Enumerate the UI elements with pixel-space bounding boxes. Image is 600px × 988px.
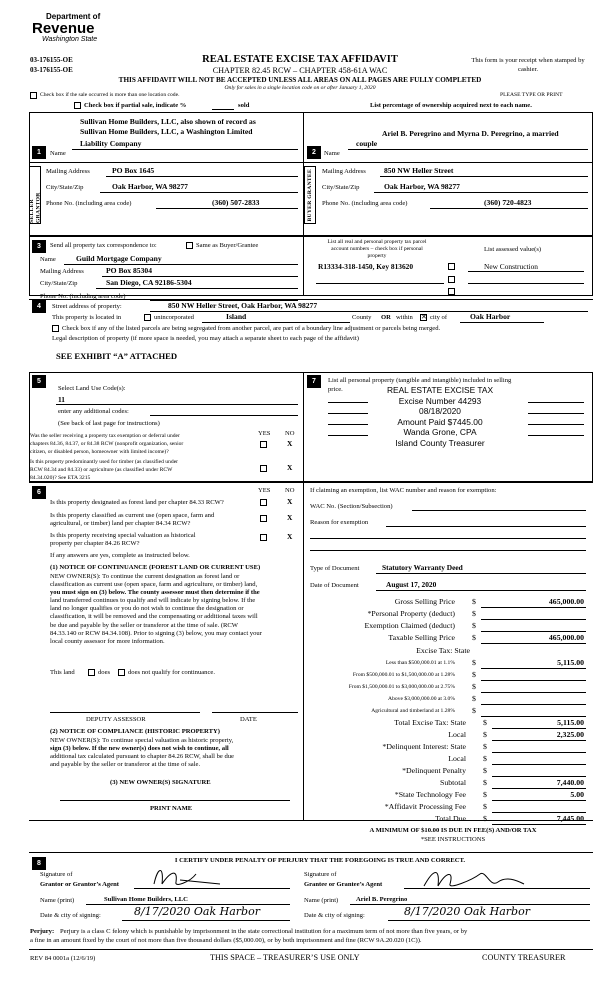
historic-no-mark[interactable]: X <box>287 532 293 541</box>
current-use-yes-checkbox[interactable] <box>260 515 267 522</box>
seller-name-label: Name <box>50 150 66 157</box>
parcel-personal-checkbox-1[interactable] <box>448 263 455 270</box>
bracket-1-value[interactable]: 5,115.00 <box>557 658 584 667</box>
buyer-name-line-1: Ariel B. Peregrino and Myrna D. Peregrino, a married <box>382 129 559 138</box>
stamp-line-5: Wanda Grone, CPA <box>403 427 477 437</box>
parcel-header-line-2: account numbers – check box if personal <box>331 246 423 252</box>
delinquent-interest-state-currency: $ <box>483 742 487 751</box>
total-due-currency: $ <box>483 814 487 823</box>
state-technology-fee-label: *State Technology Fee <box>394 790 466 799</box>
bracket-2-currency: $ <box>472 670 476 679</box>
or-label: OR <box>381 314 391 321</box>
affidavit-number-1: 03-176155-OE <box>30 56 73 64</box>
wac-label: WAC No. (Section/Subsection) <box>310 503 393 510</box>
buyer-name-line-2: couple <box>356 139 378 148</box>
total-due-value[interactable]: 7,445.00 <box>556 814 584 823</box>
total-excise-state-currency: $ <box>483 718 487 727</box>
bracket-4-label: Above $3,000,000.00 at 3.0% <box>388 696 455 702</box>
notice-continuance-text: NEW OWNER(S): To continue the current designation as forest land or classification as current use (open space, farm and agriculture, or timber) land, you must sign on (3) below. The county assessor must then determine if the land transferred continues to qualify and will indicate by signing below. If the land no longer qualifies or you do not wish to continue the designation or classification, it will be removed and the compensating or additional taxes will be due and payable by the seller or transferor at the time of sale. (RCW 84.33.140 or RCW 84.34.108). Prior to signing (3) below, you may contact your local county assessor for more information. <box>50 573 262 645</box>
exemption-yes-checkbox[interactable] <box>260 441 267 448</box>
correspondence-phone-label: Phone No. (including area code) <box>40 293 126 300</box>
seller-city-value[interactable]: Oak Harbor, WA 98277 <box>112 182 188 191</box>
this-land-label: This land <box>50 669 75 676</box>
only-for-sales-note: Only for sales in a single location code on or after January 1, 2020 <box>224 85 376 91</box>
form-subtitle: CHAPTER 82.45 RCW – CHAPTER 458-61A WAC <box>212 66 388 75</box>
reason-field[interactable] <box>386 526 586 527</box>
same-as-buyer-checkbox[interactable] <box>186 242 193 249</box>
bracket-4-currency: $ <box>472 694 476 703</box>
within-city-checkbox[interactable] <box>420 314 427 321</box>
notice-compliance-text: NEW OWNER(S): To continue special valuation as historic property, sign (3) below. If the new owner(s) does not wish to continue, all additional tax calculated pursuant to chapter 84.26 RCW, shall be due and payable by the seller or transferor at the time of sale. <box>50 737 234 769</box>
grantee-agent-label: Grantee or Grantee’s Agent <box>304 881 383 888</box>
delinquent-penalty-label: *Delinquent Penalty <box>402 766 466 775</box>
total-due-label: Total Due <box>435 814 466 823</box>
personal-property-label: List all personal property (tangible and intangible) included in selling price. <box>328 377 512 393</box>
parcel-personal-checkbox-2[interactable] <box>448 276 455 283</box>
partial-sale-checkbox[interactable] <box>74 102 81 109</box>
bracket-5-currency: $ <box>472 706 476 715</box>
buyer-side-text: BUYER GRANTEE <box>306 168 313 222</box>
total-excise-state-value[interactable]: 5,115.00 <box>557 718 584 727</box>
bracket-3-label: From $1,500,000.01 to $3,000,000.00 at 2.75% <box>348 684 455 690</box>
document-date-label: Date of Document <box>310 582 359 589</box>
section-3-tab: 3 <box>32 240 46 253</box>
please-type-note: PLEASE TYPE OR PRINT <box>500 92 563 98</box>
segregation-checkbox[interactable] <box>52 325 59 332</box>
street-address-label: Street address of property: <box>52 303 122 310</box>
grantor-signature <box>150 862 230 892</box>
forest-no-header: NO <box>285 487 295 494</box>
does-not-qualify-checkbox[interactable] <box>118 669 125 676</box>
seller-mailing-value[interactable]: PO Box 1645 <box>112 166 155 175</box>
exemption-deferral-question: Was the seller receiving a property tax exemption or deferral under chapters 84.36, 84.37, or 84.38 RCW (nonprofit organization, senior citizen, or disabled person, homeowner with limited income)? <box>30 433 184 455</box>
excise-tax-state-label: Excise Tax: State <box>416 646 470 655</box>
parcel-header <box>306 239 448 260</box>
land-use-code[interactable]: 11 <box>58 395 65 404</box>
grantee-sig-label: Signature of <box>304 871 337 878</box>
certify-statement: I CERTIFY UNDER PENALTY OF PERJURY THAT THE FOREGOING IS TRUE AND CORRECT. <box>174 857 466 864</box>
current-use-no-mark[interactable]: X <box>287 513 293 522</box>
correspondence-mailing-value[interactable]: PO Box 85304 <box>106 266 152 275</box>
state-technology-fee-currency: $ <box>483 790 487 799</box>
same-as-buyer-label: Same as Buyer/Grantee <box>196 242 259 249</box>
buyer-mailing-value[interactable]: 850 NW Heller Street <box>384 166 454 175</box>
bracket-1-currency: $ <box>472 658 476 667</box>
taxable-selling-price-label: Taxable Selling Price <box>388 633 455 642</box>
notice-compliance-title: (2) NOTICE OF COMPLIANCE (HISTORIC PROPERTY) <box>50 728 220 735</box>
seller-side-text: SELLER GRANTOR <box>28 192 41 223</box>
affidavit-processing-fee-label: *Affidavit Processing Fee <box>384 802 466 811</box>
seller-name-line-2: Sullivan Home Builders, LLC, a Washington Limited <box>80 127 253 136</box>
segregation-label: Check box if any of the listed parcels are being segregated from another parcel, are part of a boundary line adjustment or parcels being merged. <box>62 325 441 332</box>
section-7-tab: 7 <box>307 375 321 388</box>
exemption-no-mark[interactable]: X <box>287 439 293 448</box>
parcel-header-line-3: property <box>367 253 387 259</box>
seller-phone-label: Phone No. (including area code) <box>46 200 132 207</box>
perjury-text-1: Perjury is a class C felony which is punishable by imprisonment in the state correctional institution for a maximum term of not more than five years, or by <box>60 928 468 935</box>
taxable-selling-price-currency: $ <box>472 633 476 642</box>
grantor-name-value[interactable]: Sullivan Home Builders, LLC <box>104 896 188 903</box>
partial-sale-sold-label: sold <box>238 102 250 109</box>
grantor-name-label: Name (print) <box>40 897 75 904</box>
perjury-text-2: a fine in an amount fixed by the court of not more than five thousand dollars ($5,000.00), or by both imprisonment and fine (RCW 9A.20.020 (1C)). <box>30 937 422 944</box>
assessed-header: List assessed value(s) <box>484 246 542 253</box>
timber-yes-checkbox[interactable] <box>260 465 267 472</box>
section-5-tab: 5 <box>32 375 46 388</box>
deputy-assessor-label: DEPUTY ASSESSOR <box>86 716 146 723</box>
treasurer-stamp <box>355 385 525 448</box>
document-date-value[interactable]: August 17, 2020 <box>386 580 437 589</box>
bracket-5-label: Agricultural and timberland at 1.28% <box>371 708 455 714</box>
section-2-tab: 2 <box>307 146 321 159</box>
county-label: County <box>352 314 372 321</box>
grantor-sig-label: Signature of <box>40 871 73 878</box>
stamp-line-1: REAL ESTATE EXCISE TAX <box>386 385 494 395</box>
bracket-1-label: Less than $500,000.01 at 1.1% <box>385 660 455 666</box>
agency-line2: Revenue <box>32 20 95 38</box>
land-use-select-label: Select Land Use Code(s): <box>58 385 126 392</box>
county-value[interactable]: Island <box>226 312 247 321</box>
agency-logo <box>32 12 100 44</box>
see-back-note: (See back of last page for instructions) <box>58 420 160 427</box>
historic-question: Is this property receiving special valuation as historical property per chapter 84.26 RCW? <box>50 532 196 547</box>
does-label: does <box>98 669 111 676</box>
delinquent-penalty-currency: $ <box>483 766 487 775</box>
land-use-no-header: NO <box>285 430 295 437</box>
county-treasurer-label: COUNTY TREASURER <box>482 953 566 962</box>
seller-mailing-label: Mailing Address <box>46 168 90 175</box>
total-excise-local-label: Local <box>448 730 466 739</box>
perjury-label: Perjury: <box>30 928 55 935</box>
grantee-name-label: Name (print) <box>304 897 339 904</box>
grantee-signature <box>420 866 530 892</box>
exemption-claimed-label: Exemption Claimed (deduct) <box>364 621 455 630</box>
parcel-account-1[interactable]: R13334-318-1450, Key 813620 <box>318 262 414 271</box>
forest-yes-checkbox[interactable] <box>260 499 267 506</box>
notice-continuance-title: (1) NOTICE OF CONTINUANCE (FOREST LAND OR CURRENT USE) <box>50 564 261 571</box>
document-type-value[interactable]: Statutory Warranty Deed <box>382 563 463 572</box>
multi-location-checkbox[interactable] <box>30 92 37 99</box>
grantee-name-value[interactable]: Ariel B. Peregrino <box>356 896 408 903</box>
any-yes-note: If any answers are yes, complete as instructed below. <box>50 552 190 559</box>
personal-property-deduct-label: *Personal Property (deduct) <box>367 609 455 618</box>
bracket-3-currency: $ <box>472 682 476 691</box>
stamp-line-3: 08/18/2020 <box>419 406 461 416</box>
land-use-yes-header: YES <box>258 430 271 437</box>
see-instructions-note: *SEE INSTRUCTIONS <box>420 836 486 843</box>
total-excise-state-label: Total Excise Tax: State <box>394 718 466 727</box>
new-owner-signature-label: (3) NEW OWNER(S) SIGNATURE <box>110 779 211 786</box>
timber-question: Is this property predominantly used for timber (as classified under RCW 84.34 and 84.33) or agriculture (as classified under RCW 84.34.020)? See ETA 3215 <box>30 459 179 481</box>
print-name-label: PRINT NAME <box>150 805 193 812</box>
grantee-date-label: Date & city of signing: <box>304 912 365 919</box>
partial-sale-percent-field[interactable] <box>212 109 234 110</box>
seller-name-line-1: Sullivan Home Builders, LLC, also shown of record as <box>80 117 256 126</box>
minimum-due-note: A MINIMUM OF $10.00 IS DUE IN FEE(S) AND/OR TAX <box>369 827 537 834</box>
grantor-date-value[interactable]: 8/17/2020 Oak Harbor <box>134 905 260 918</box>
buyer-phone-value[interactable]: (360) 720-4823 <box>484 198 532 207</box>
new-owner-signature-field[interactable] <box>60 800 290 801</box>
partial-sale-label: Check box if partial sale, indicate % <box>84 102 187 109</box>
subtotal-currency: $ <box>483 778 487 787</box>
gross-selling-price-value[interactable]: 465,000.00 <box>548 597 584 606</box>
correspondence-city-label: City/State/Zip <box>40 280 78 287</box>
seller-city-label: City/State/Zip <box>46 184 84 191</box>
ownership-note: List percentage of ownership acquired next to each name. <box>370 102 532 109</box>
document-type-label: Type of Document <box>310 565 360 572</box>
forest-land-question: Is this property designated as forest land per chapter 84.33 RCW? <box>50 499 224 506</box>
located-label: This property is located in <box>52 314 122 321</box>
form-warning: THIS AFFIDAVIT WILL NOT BE ACCEPTED UNLESS ALL AREAS ON ALL PAGES ARE FULLY COMPLETED <box>118 76 482 84</box>
city-value[interactable]: Oak Harbor <box>470 312 511 321</box>
parcel-assessed-1[interactable]: New Construction <box>484 262 538 271</box>
correspondence-mailing-label: Mailing Address <box>40 268 84 275</box>
multi-location-label: Check box if the sale occurred is more than one location code. <box>40 92 180 98</box>
gross-selling-price-currency: $ <box>472 597 476 606</box>
subtotal-label: Subtotal <box>440 778 466 787</box>
timber-no-mark[interactable]: X <box>287 463 293 472</box>
buyer-city-value[interactable]: Oak Harbor, WA 98277 <box>384 182 460 191</box>
grantee-date-value[interactable]: 8/17/2020 Oak Harbor <box>404 905 530 918</box>
correspondence-name-value[interactable]: Guild Mortgage Company <box>76 254 162 263</box>
stamp-line-2: Excise Number 44293 <box>398 395 482 406</box>
exhibit-a: SEE EXHIBIT “A” ATTACHED <box>56 351 178 361</box>
taxable-selling-price-value[interactable]: 465,000.00 <box>548 633 584 642</box>
rev-number: REV 84 0001a (12/6/19) <box>30 955 96 962</box>
parcel-personal-checkbox-3[interactable] <box>448 288 455 295</box>
does-not-label: does not qualify for continuance. <box>128 669 215 676</box>
historic-yes-checkbox[interactable] <box>260 534 267 541</box>
agency-line3: Washington State <box>42 36 98 44</box>
delinquent-interest-local-label: Local <box>448 754 466 763</box>
total-excise-local-value[interactable]: 2,325.00 <box>556 730 584 739</box>
deputy-date-label: DATE <box>240 716 257 723</box>
forest-yes-header: YES <box>258 487 271 494</box>
delinquent-interest-state-label: *Delinquent Interest: State <box>382 742 466 751</box>
delinquent-interest-local-currency: $ <box>483 754 487 763</box>
city-of-label: city of <box>430 314 448 321</box>
wac-field[interactable] <box>412 510 586 511</box>
grantor-agent-label: Grantor or Grantor’s Agent <box>40 881 119 888</box>
buyer-phone-label: Phone No. (including area code) <box>322 200 408 207</box>
section-6-tab: 6 <box>32 486 46 499</box>
stamp-line-4: Amount Paid $7445.00 <box>397 416 483 427</box>
unincorporated-label: unincorporated <box>154 314 194 321</box>
legal-description-label: Legal description of property (if more space is needed, you may attach a separate sheet to each page of the affidavit) <box>52 335 359 342</box>
parcel-header-line-1: List all real and personal property tax parcel <box>327 239 427 245</box>
buyer-side-label <box>304 166 316 224</box>
street-address-value[interactable]: 850 NW Heller Street, Oak Harbor, WA 98277 <box>168 301 318 310</box>
buyer-city-label: City/State/Zip <box>322 184 360 191</box>
reason-label: Reason for exemption <box>310 519 369 526</box>
current-use-question: Is this property classified as current use (open space, farm and agricultural, or timber) land per chapter 84.34 RCW? <box>50 512 215 527</box>
agency-line1: Department of <box>46 12 101 21</box>
section-1-tab: 1 <box>32 146 46 159</box>
additional-codes-label: enter any additional codes: <box>58 408 129 415</box>
exemption-claimed-currency: $ <box>472 621 476 630</box>
section-8-tab: 8 <box>32 857 46 870</box>
subtotal-value[interactable]: 7,440.00 <box>556 778 584 787</box>
state-technology-fee-value[interactable]: 5.00 <box>570 790 584 799</box>
gross-selling-price-label: Gross Selling Price <box>394 597 455 606</box>
seller-phone-value[interactable]: (360) 507-2833 <box>212 198 260 207</box>
correspondence-name-label: Name <box>40 256 56 263</box>
correspondence-city-value[interactable]: San Diego, CA 92186-5304 <box>106 278 192 287</box>
seller-name-line-3: Liability Company <box>80 139 142 148</box>
buyer-name-label: Name <box>324 150 340 157</box>
within-label: within <box>396 314 413 321</box>
receipt-note <box>470 56 586 74</box>
stamp-line-6: Island County Treasurer <box>395 437 485 448</box>
affidavit-number-2: 03-176155-OE <box>30 66 73 74</box>
treasurer-use-note: THIS SPACE – TREASURER’S USE ONLY <box>210 953 360 962</box>
affidavit-processing-fee-currency: $ <box>483 802 487 811</box>
exemption-label: If claiming an exemption, list WAC number and reason for exemption: <box>310 487 497 494</box>
personal-property-deduct-currency: $ <box>472 609 476 618</box>
forest-no-mark[interactable]: X <box>287 497 293 506</box>
grantor-date-label: Date & city of signing: <box>40 912 101 919</box>
receipt-note-text: This form is your receipt when stamped by cashier. <box>471 57 585 73</box>
buyer-mailing-label: Mailing Address <box>322 168 366 175</box>
bracket-2-label: From $500,000.01 to $1,500,000.00 at 1.28% <box>352 672 455 678</box>
correspondence-label: Send all property tax correspondence to: <box>50 242 157 249</box>
unincorporated-checkbox[interactable] <box>144 314 151 321</box>
seller-side-label <box>29 166 41 224</box>
form-title: REAL ESTATE EXCISE TAX AFFIDAVIT <box>202 54 398 65</box>
section-4-tab: 4 <box>32 300 46 313</box>
total-excise-local-currency: $ <box>483 730 487 739</box>
does-qualify-checkbox[interactable] <box>88 669 95 676</box>
